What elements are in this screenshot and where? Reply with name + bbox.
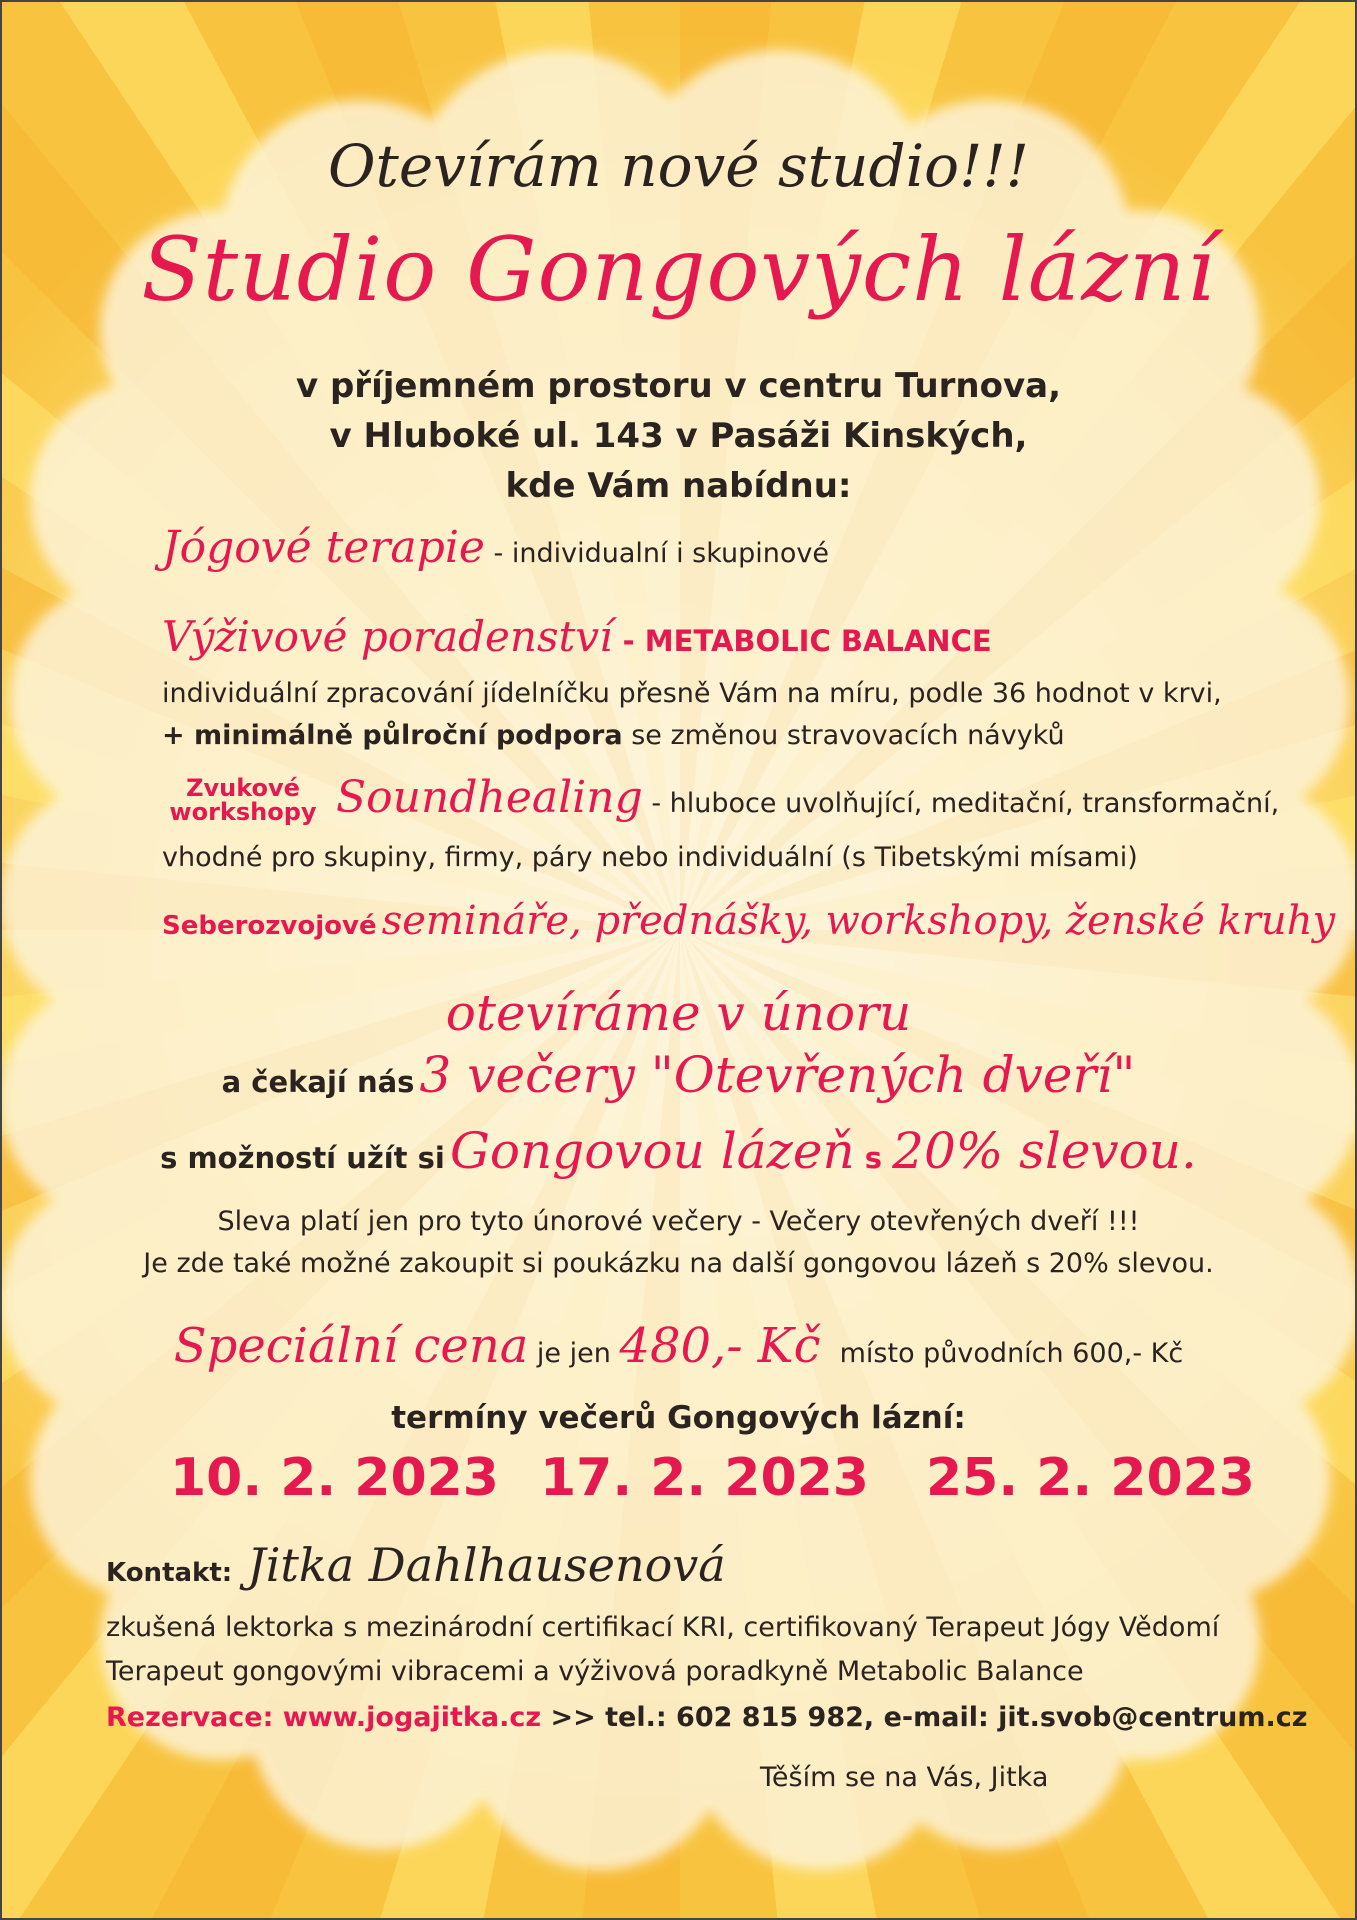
- sound-workshop-label: [162, 776, 324, 824]
- contact-credentials-1: zkušená lektorka s mezinárodní certifikací KRI, certifikovaný Terapeut Jógy Vědomí: [106, 1612, 1220, 1643]
- date-1: 10. 2. 2023: [170, 1448, 499, 1508]
- offer-self-development: [162, 898, 1335, 944]
- nutrition-support-rest: se změnou stravovacích návyků: [622, 720, 1065, 751]
- gong-bath-discount: [0, 1122, 1357, 1180]
- gong-bath: Gongovou lázeň: [449, 1122, 855, 1180]
- closing-greeting: Těším se na Vás, Jitka: [760, 1762, 1049, 1793]
- contact-row: [106, 1538, 726, 1592]
- contact-name: Jitka Dahlhausenová: [247, 1538, 726, 1592]
- reservation-contacts[interactable]: >> tel.: 602 815 982, e-mail: jit.svob@centrum.cz: [541, 1702, 1308, 1733]
- yoga-description: - individualní i skupinové: [484, 538, 830, 569]
- yoga-title: Jógové terapie: [162, 522, 485, 573]
- original-price: místo původních 600,- Kč: [839, 1338, 1184, 1369]
- price-only: je jen: [528, 1338, 620, 1369]
- open-door-evenings-title: 3 večery "Otevřených dveří": [419, 1046, 1136, 1104]
- waiting-prefix: a čekají nás: [221, 1065, 415, 1099]
- date-2: 17. 2. 2023: [540, 1448, 869, 1508]
- contact-label: Kontakt:: [106, 1558, 233, 1588]
- soundhealing-title: Soundhealing: [336, 772, 643, 823]
- sound-label-top: Zvukové: [186, 774, 300, 802]
- cloud-shape: [0, 50, 1357, 1870]
- price-amount: 480,- Kč: [619, 1318, 821, 1374]
- open-door-evenings: [0, 1046, 1357, 1104]
- nutrition-support-bold: + minimálně půlroční podpora: [162, 720, 623, 751]
- with-s: s: [854, 1141, 893, 1175]
- discount-note-1: Sleva platí jen pro tyto únorové večery - Večery otevřených dveří !!!: [217, 1206, 1140, 1237]
- nutrition-line-2: [162, 720, 1065, 751]
- sound-label-bottom: workshopy: [169, 798, 317, 826]
- opening-announcement: Otevírám nové studio!!!: [328, 132, 1029, 200]
- possibility-prefix: s možností užít si: [160, 1141, 445, 1175]
- contact-credentials-2: Terapeut gongovými vibracemi a výživová poradkyně Metabolic Balance: [106, 1656, 1084, 1687]
- reservation-link[interactable]: Rezervace: www.jogajitka.cz: [106, 1702, 542, 1733]
- self-development-items: semináře, přednášky, workshopy, ženské kruhy: [381, 898, 1336, 944]
- special-price: [0, 1318, 1357, 1374]
- special-price-label: Speciální cena: [173, 1318, 529, 1374]
- nutrition-title: Výživové poradenství: [162, 612, 613, 661]
- metabolic-balance-brand: METABOLIC BALANCE: [644, 624, 992, 658]
- location-line-2: v Hluboké ul. 143 v Pasáži Kinských,: [329, 416, 1028, 456]
- offer-yoga: [162, 522, 829, 573]
- dates-heading: termíny večerů Gongových lázní:: [391, 1400, 966, 1436]
- date-3: 25. 2. 2023: [926, 1448, 1255, 1508]
- location-line-3: kde Vám nabídnu:: [505, 466, 852, 506]
- soundhealing-description: - hluboce uvolňující, meditační, transformační,: [642, 788, 1280, 819]
- location-line-1: v příjemném prostoru v centru Turnova,: [295, 366, 1062, 406]
- discount-text: 20% slevou.: [892, 1122, 1197, 1180]
- self-development-label: Seberozvojové: [162, 911, 377, 941]
- offer-soundhealing: [336, 772, 1279, 823]
- offer-nutrition: [162, 612, 992, 661]
- reservation-row: [106, 1702, 1307, 1733]
- studio-title: Studio Gongových lázní: [141, 218, 1216, 321]
- opening-month: otevíráme v únoru: [445, 984, 912, 1042]
- nutrition-line-1: individuální zpracování jídelníčku přesně Vám na míru, podle 36 hodnot v krvi,: [162, 678, 1222, 709]
- soundhealing-line-2: vhodné pro skupiny, firmy, páry nebo individuální (s Tibetskými mísami): [162, 842, 1138, 873]
- nutrition-dash: -: [612, 624, 645, 658]
- discount-note-2: Je zde také možné zakoupit si poukázku na další gongovou lázeň s 20% slevou.: [143, 1248, 1214, 1279]
